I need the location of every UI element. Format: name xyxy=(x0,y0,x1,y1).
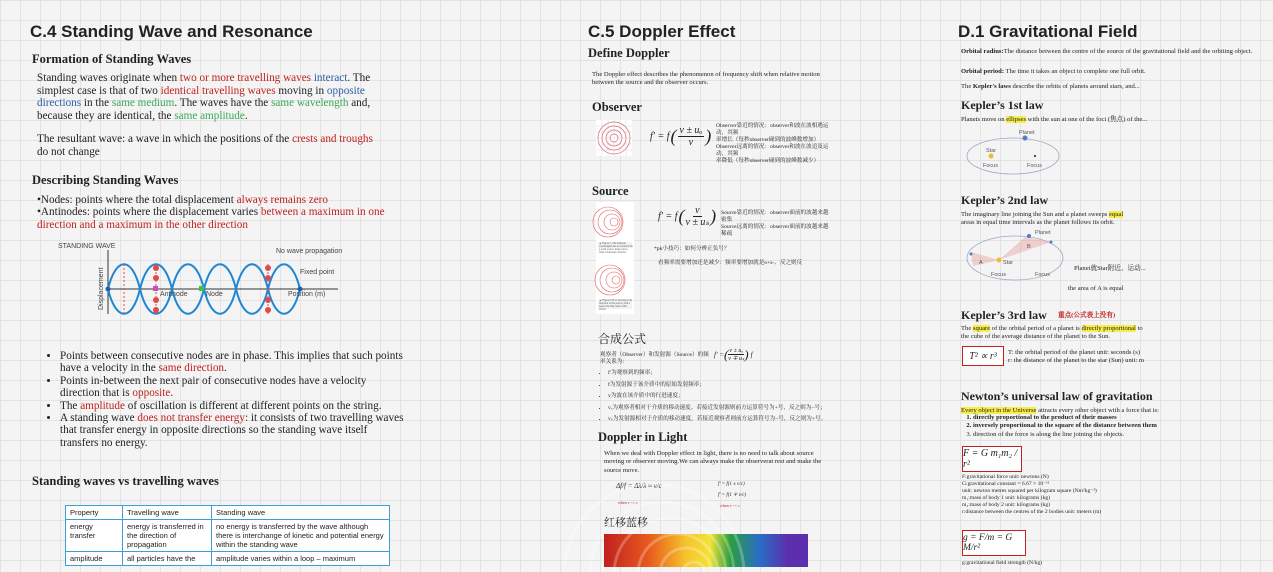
table-header-row xyxy=(66,506,390,520)
antinode-marker xyxy=(153,286,158,291)
table-cell: no energy is transferred by the wave although there is interchange of kinetic and potential energy within the standing wave xyxy=(212,520,390,552)
source-notes: Source靠近的情况：observer面前的波越来越密集 Source远离的情况：observer面前的波越来越稀疏 xyxy=(721,210,829,237)
planet-label: Planet xyxy=(1019,130,1035,136)
heading-describing: Describing Standing Waves xyxy=(32,173,179,187)
table-row xyxy=(66,520,390,552)
list-item: • v为波在该介质中的行进速度； xyxy=(608,391,846,403)
light-equation-1-note: when v << c xyxy=(618,500,638,505)
section-title-gravitational-field: D.1 Gravitational Field xyxy=(958,22,1138,41)
list-item: 1. directly proportional to the product of their masses xyxy=(973,414,1273,422)
formation-paragraph: Standing waves originate when two or more travelling waves interact. The simplest case is that of two identical travelling waves moving in opposite directions in the same medium. The waves have the same wavelength and, because they are identical, the same amplitude. xyxy=(37,72,371,122)
heading-formation: Formation of Standing Waves xyxy=(32,52,192,66)
list-item: • Points in-between the next pair of consecutive nodes have a velocity direction that is opposite. xyxy=(60,375,405,400)
combined-text: 观察者（Observer）和发射源（Source）的频率关系为： xyxy=(600,352,709,365)
position-label: Position (m) xyxy=(288,291,326,298)
source-formula: f′ = f ( v v ± uₛ ) xyxy=(658,205,717,228)
list-item: • vₛ为发射源相对于介质的移动速度。若接近观察者则前方运算符号为−号，反之则为+号。 xyxy=(608,414,846,426)
heading-kepler-1: Kepler’s 1st law xyxy=(961,98,1044,112)
standing-wave-diagram xyxy=(58,238,368,318)
star-label: Star xyxy=(986,148,997,154)
heading-redshift: 红移蓝移 xyxy=(604,517,648,529)
orbital-period-definition: Orbital period: The time it takes an object to complete one full orbit. xyxy=(961,68,1146,75)
table-header: Travelling wave xyxy=(123,506,212,520)
table-cell: all particles have the xyxy=(123,552,212,566)
combined-formula: f′ = ( v ± uₒ v ∓ uₛ ) f xyxy=(714,347,753,362)
light-equation-2a: f′ = f(1 ± v/c) xyxy=(718,482,745,487)
section-title-standing-wave: C.4 Standing Wave and Resonance xyxy=(30,22,313,41)
heading-source: Source xyxy=(592,184,629,198)
figure-caption-b: ▲ Figure 6: How moving in the direction of the source, with a source moving faster, both effects xyxy=(599,299,633,311)
table-header: Standing wave xyxy=(212,506,390,520)
kepler-1-diagram xyxy=(963,126,1073,180)
heading-kepler-3: Kepler’s 3rd law xyxy=(961,308,1047,322)
list-item: • Points between consecutive nodes are in phase. This implies that such points have a velocity in the same direction. xyxy=(60,350,405,375)
node-label: Node xyxy=(206,291,223,298)
kepler-1-text: Planets move on ellipses with the sun at one of the foci (焦点) of the... xyxy=(961,116,1148,123)
g-field-definition: g:gravitational field strength (N/kg) xyxy=(962,560,1043,566)
table-cell: energy is transferred in the direction of propagation xyxy=(123,520,212,552)
comparison-table xyxy=(65,505,390,566)
source-figure xyxy=(596,202,634,314)
observer-figure xyxy=(596,120,632,156)
light-equation-2-note: when v << c xyxy=(720,503,740,508)
heading-vs: Standing waves vs travelling waves xyxy=(32,474,219,488)
focus-label: Focus xyxy=(1027,163,1042,169)
list-item: • The amplitude of oscillation is different at different points on the string. xyxy=(60,400,405,412)
newton-conditions-list xyxy=(961,414,1273,439)
define-doppler-text: The Doppler effect describes the phenomenon of frequency shift when relative motion between the source and the observer occurs. xyxy=(592,71,820,87)
standing-wave-column xyxy=(30,0,404,567)
newton-intro: Every object in the Universe attracts every other object with a force that is: xyxy=(961,407,1159,414)
no-wave-label: No wave propagation xyxy=(276,248,343,255)
focus-label: Focus xyxy=(983,163,998,169)
kepler-3-formula: T² ∝ r³ xyxy=(962,346,1004,366)
list-item: • f′为观察到的频率； xyxy=(608,368,846,380)
kepler-2-text: The imaginary line joining the Sun and a planet sweeps equal areas in equal time intervals as the planet follows its orbit. xyxy=(961,211,1124,227)
doppler-column xyxy=(588,0,833,567)
newton-definitions: F:gravitational force unit: newtons (N) G:gravitational constant = 6.67 × 10⁻¹¹ unit: newton metres squared per kilogram square (Nm²kg⁻²) m₁:mass of body 1 unit: kilograms (kg) m₂:mass of body 2 unit: kilograms (kg) r:distance between the centres of the 2 bodies unit: meters (m) xyxy=(962,474,1102,515)
displacement-axis-label: Displacement xyxy=(98,267,105,310)
antinodes-definition: •Antinodes: points where the displacement varies between a maximum in one direction and a maximum in the other direction xyxy=(37,206,385,231)
kepler-3-r-definition: r: the distance of the planet to the star (Sun) unit: m xyxy=(1008,357,1145,364)
table-cell: energy transfer xyxy=(66,520,123,552)
antinode-label: Antinode xyxy=(160,291,188,298)
kepler-3-text: The square of the orbital period of a planet is directly proportional to the cube of the average distance of the planet to the Sun. xyxy=(961,325,1143,341)
fixed-point-label: Fixed point xyxy=(300,269,335,276)
heading-observer: Observer xyxy=(592,100,642,114)
list-item: 2. inversely proportional to the square of the distance between them xyxy=(973,422,1273,430)
nodes-definition: •Nodes: points where the total displacement always remains zero xyxy=(37,194,328,206)
redshift-spectrum-image xyxy=(604,534,808,567)
table-header: Property xyxy=(66,506,123,520)
list-item: • f为发射源于该介质中的原始发射频率； xyxy=(608,380,846,392)
kepler-3-t-definition: T: the orbital period of the planet unit: seconds (s) xyxy=(1008,349,1141,356)
star-label: Star xyxy=(1003,260,1014,266)
list-item: 3. direction of the force is along the line joining the objects. xyxy=(973,431,1273,439)
combined-variable-list xyxy=(598,368,846,426)
area-b-label: B xyxy=(1027,244,1031,250)
focus-label: Focus xyxy=(1035,272,1050,278)
node-marker xyxy=(199,286,204,291)
section-title-doppler: C.5 Doppler Effect xyxy=(588,22,736,41)
sign-tip-detail: 看频率需要增加还是减少：频率要增加就是o+s-、反之则反 xyxy=(658,260,803,266)
doppler-light-text: When we deal with Doppler effect in light, there is no need to talk about source moving or observer moving.We can always make the observerat rest and make the source move. xyxy=(604,450,822,474)
table-cell: amplitude varies within a loop – maximum xyxy=(212,552,390,566)
observer-notes: Observer靠近的情况：observer和波在波相遇运动，其频 率增长（每秒observer碰到的波峰数增加） Observer远离的情况：observer和波在波追及运动，其频 率降低（每秒observer碰到的波峰数减少） xyxy=(716,123,829,164)
list-item: • A standing wave does not transfer energy: it consists of two travelling waves that transfer energy in opposite directions so the standing wave itself transfers no energy. xyxy=(60,412,405,449)
figure-caption-a: ▲ Figure 5: The different wavelengths due to motion from a point source, using waves from a stationary observer xyxy=(599,242,633,254)
keplers-laws-intro: The Kepler's laws describe the orbits of planets around stars, and... xyxy=(961,83,1140,90)
kepler-2-diagram xyxy=(963,228,1073,284)
heading-doppler-light: Doppler in Light xyxy=(598,430,688,444)
table-row xyxy=(66,552,390,566)
standing-wave-figure xyxy=(58,238,368,318)
observer-formula: f′ = f ( v ± uₒ v ) xyxy=(650,125,712,148)
planet-label: Planet xyxy=(1035,230,1051,236)
kepler-3-note: 重点(公式表上没有) xyxy=(1058,312,1116,319)
heading-kepler-2: Kepler’s 2nd law xyxy=(961,193,1049,207)
figure-title: STANDING WAVE xyxy=(58,243,116,250)
heading-newton-gravitation: Newton’s universal law of gravitation xyxy=(961,389,1153,403)
orbital-radius-definition: Orbital radius:The distance between the centre of the source of the gravitational field and the orbiting object. xyxy=(961,48,1253,55)
list-item: • vₒ为观察者相对于介质的移动速度。若接近发射源则前方运算符号为+号，反之则为−号； xyxy=(608,403,846,415)
sign-tip: *pk小技巧：如何分辨正负号？ xyxy=(654,246,730,252)
kepler-2-area-note: the area of A is equal xyxy=(1068,285,1124,292)
focus-label: Focus xyxy=(991,272,1006,278)
gravitational-field-column xyxy=(958,0,1253,567)
table-cell: amplitude xyxy=(66,552,123,566)
light-equation-1: Δf/f = Δλ/λ ≈ v/c xyxy=(616,482,662,490)
area-a-label: A xyxy=(979,260,983,266)
light-equation-2b: f′ = f(1 ∓ v/c) xyxy=(718,493,747,498)
heading-define-doppler: Define Doppler xyxy=(588,46,670,60)
resultant-wave-paragraph: The resultant wave: a wave in which the positions of the crests and troughs do not change xyxy=(37,133,373,158)
newton-formula: F = G m₁m₂ / r² xyxy=(962,446,1022,472)
kepler-2-note: Planet就Star附近、运动... xyxy=(1074,265,1146,272)
heading-combined: 合成公式 xyxy=(598,332,647,346)
standing-wave-bullets xyxy=(30,350,405,449)
antinode-dot xyxy=(153,265,159,271)
g-field-formula: g = F/m = G M/r² xyxy=(962,530,1026,556)
